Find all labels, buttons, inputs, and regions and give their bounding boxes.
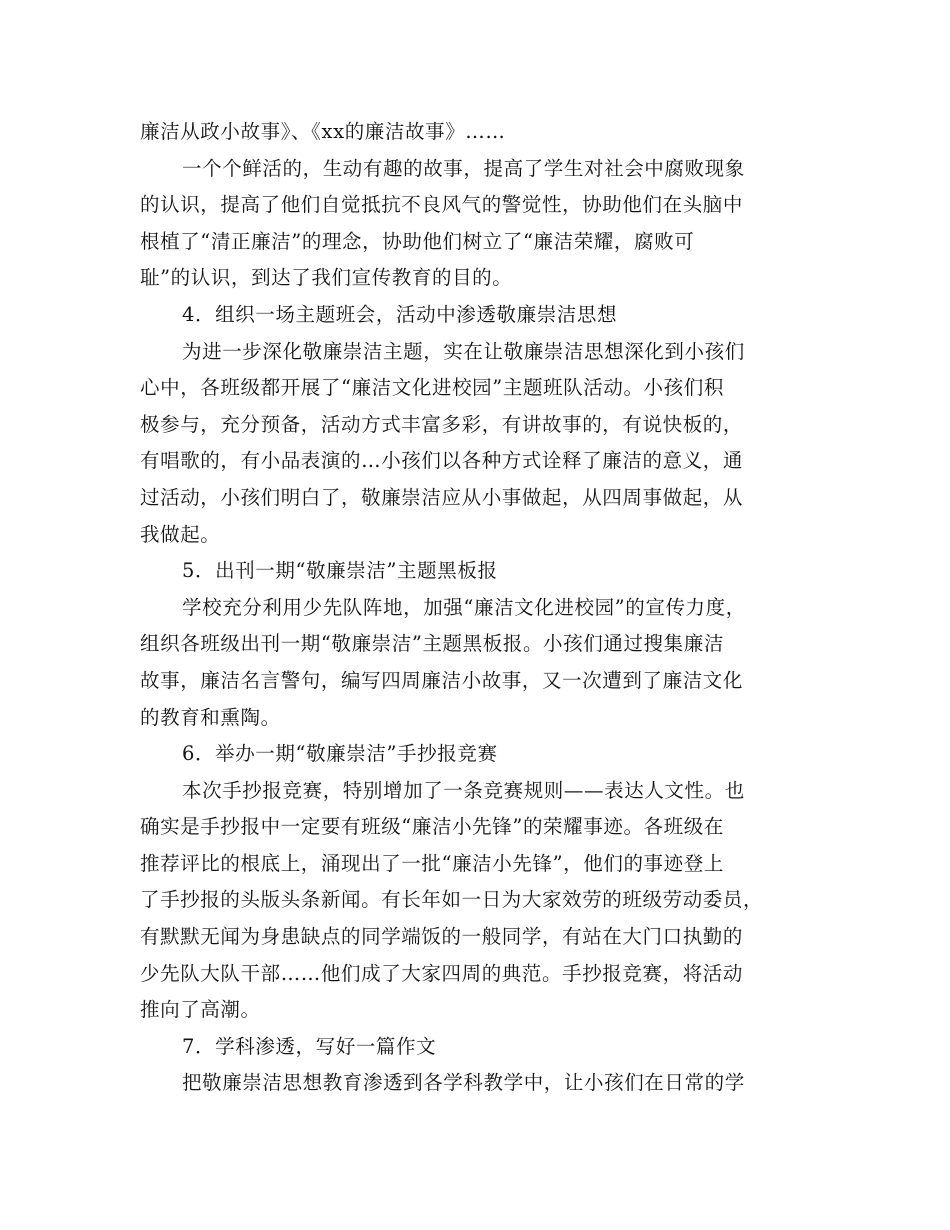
text-line: 心中，各班级都开展了“廉洁文化进校园”主题班队活动。小孩们积 bbox=[140, 376, 724, 400]
section-heading-4: 4．组织一场主题班会，活动中渗透敬廉崇洁思想 bbox=[182, 302, 618, 326]
text-line: 有默默无闻为身患缺点的同学端饭的一般同学，有站在大门口执勤的 bbox=[140, 925, 744, 949]
text-line: 了手抄报的头版头条新闻。有长年如一日为大家效劳的班级劳动委员， bbox=[140, 888, 764, 912]
text-line: 的教育和熏陶。 bbox=[140, 705, 281, 729]
text-line: 的认识，提高了他们自觉抵抗不良风气的警觉性，协助他们在头脑中 bbox=[140, 193, 744, 217]
section-heading-7: 7．学科渗透，写好一篇作文 bbox=[182, 1034, 437, 1058]
document-body bbox=[140, 114, 820, 1102]
paragraph-start-line: 把敬廉崇洁思想教育渗透到各学科教学中，让小孩们在日常的学 bbox=[182, 1071, 745, 1095]
text-line: 少先队大队干部……他们成了大家四周的典范。手抄报竞赛，将活动 bbox=[140, 961, 744, 985]
text-line: 有唱歌的，有小品表演的…小孩们以各种方式诠释了廉洁的意义，通 bbox=[140, 449, 744, 473]
text-line: 我做起。 bbox=[140, 522, 221, 546]
section-heading-6: 6．举办一期“敬廉崇洁”手抄报竞赛 bbox=[182, 742, 498, 766]
text-line: 过活动，小孩们明白了，敬廉崇洁应从小事做起，从四周事做起，从 bbox=[140, 485, 744, 509]
text-line: 廉洁从政小故事》、《xx的廉洁故事》…… bbox=[140, 120, 506, 143]
paragraph-start-line: 学校充分利用少先队阵地，加强“廉洁文化进校园”的宣传力度， bbox=[182, 595, 746, 619]
text-line: 确实是手抄报中一定要有班级“廉洁小先锋”的荣耀事迹。各班级在 bbox=[140, 815, 724, 839]
text-line: 耻”的认识，到达了我们宣传教育的目的。 bbox=[140, 266, 513, 290]
text-line: 极参与，充分预备，活动方式丰富多彩，有讲故事的，有说快板的， bbox=[140, 412, 744, 436]
section-heading-5: 5．出刊一期“敬廉崇洁”主题黑板报 bbox=[182, 559, 498, 583]
paragraph-start-line: 本次手抄报竞赛，特别增加了一条竞赛规则——表达人文性。也 bbox=[182, 778, 745, 802]
text-line: 推荐评比的根底上，涌现出了一批“廉洁小先锋”，他们的事迹登上 bbox=[140, 851, 724, 875]
text-line: 组织各班级出刊一期“敬廉崇洁”主题黑板报。小孩们通过搜集廉洁 bbox=[140, 632, 724, 656]
paragraph-start-line: 一个个鲜活的，生动有趣的故事，提高了学生对社会中腐败现象 bbox=[182, 156, 745, 180]
text-line: 推向了高潮。 bbox=[140, 998, 261, 1022]
text-line: 根植了“清正廉洁”的理念，协助他们树立了“廉洁荣耀，腐败可 bbox=[140, 229, 695, 253]
text-line: 故事，廉洁名言警句，编写四周廉洁小故事，又一次遭到了廉洁文化 bbox=[140, 668, 744, 692]
paragraph-start-line: 为进一步深化敬廉崇洁主题，实在让敬廉崇洁思想深化到小孩们 bbox=[182, 339, 745, 363]
